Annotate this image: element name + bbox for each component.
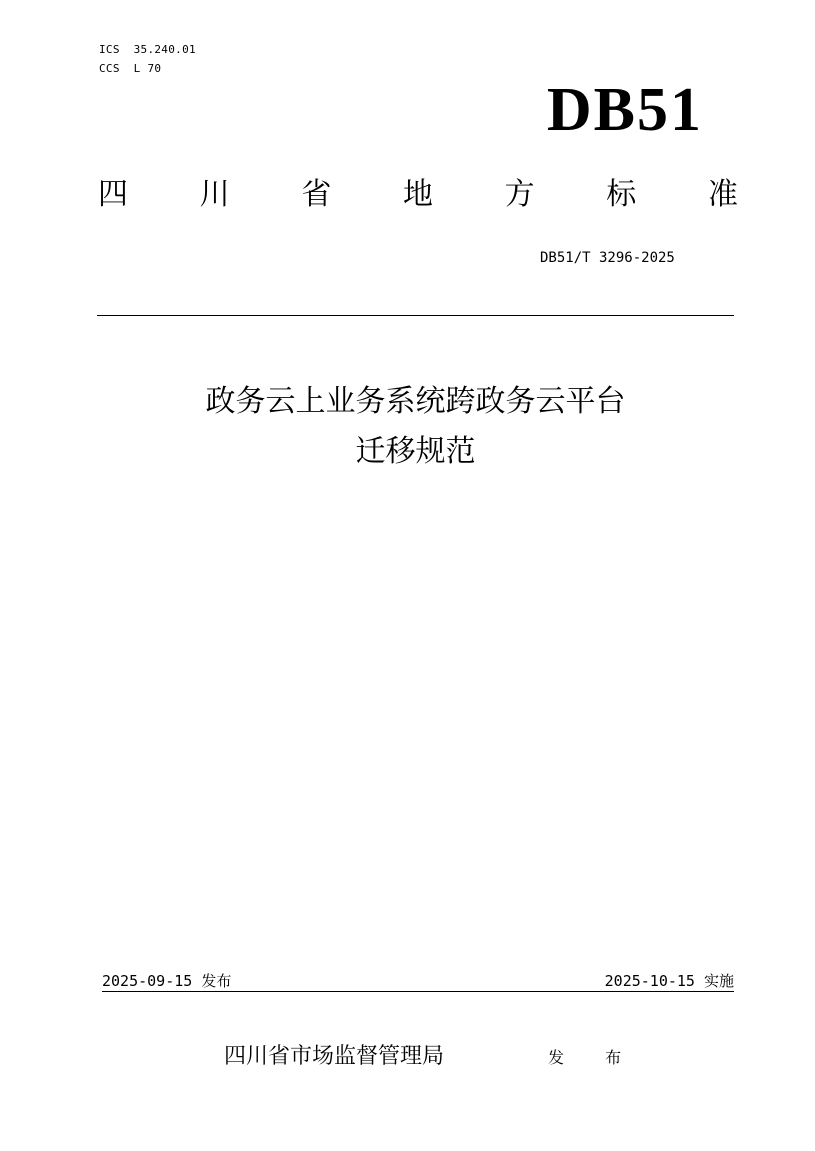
- standard-number: DB51/T 3296-2025: [540, 250, 675, 266]
- header-divider: [97, 315, 734, 316]
- ccs-code: CCS L 70: [99, 62, 162, 75]
- implement-date: 2025-10-15 实施: [604, 972, 734, 990]
- document-title: [97, 377, 734, 477]
- document-title-line-2: 迁移规范: [355, 434, 476, 469]
- standard-type-char: 省: [301, 177, 332, 212]
- ics-code: ICS 35.240.01: [99, 43, 196, 56]
- issuing-authority: 四川省市场监督管理局: [224, 1044, 445, 1069]
- footer-divider: [102, 991, 734, 992]
- standard-type-char: 川: [199, 177, 230, 212]
- issue-action: 发 布: [548, 1048, 640, 1067]
- db-standard-mark: DB51: [546, 76, 703, 144]
- standard-type-char: 地: [402, 177, 433, 212]
- standard-type-char: 标: [606, 177, 637, 212]
- classification-codes: [99, 40, 196, 78]
- date-row: [102, 970, 734, 992]
- publish-date: 2025-09-15 发布: [102, 972, 232, 990]
- standard-type-char: 准: [707, 177, 738, 212]
- standard-type-char: 方: [504, 177, 535, 212]
- standard-type-char: 四: [98, 177, 128, 212]
- standard-type-heading: [98, 172, 738, 218]
- document-title-line-1: 政务云上业务系统跨政务云平台: [205, 384, 626, 419]
